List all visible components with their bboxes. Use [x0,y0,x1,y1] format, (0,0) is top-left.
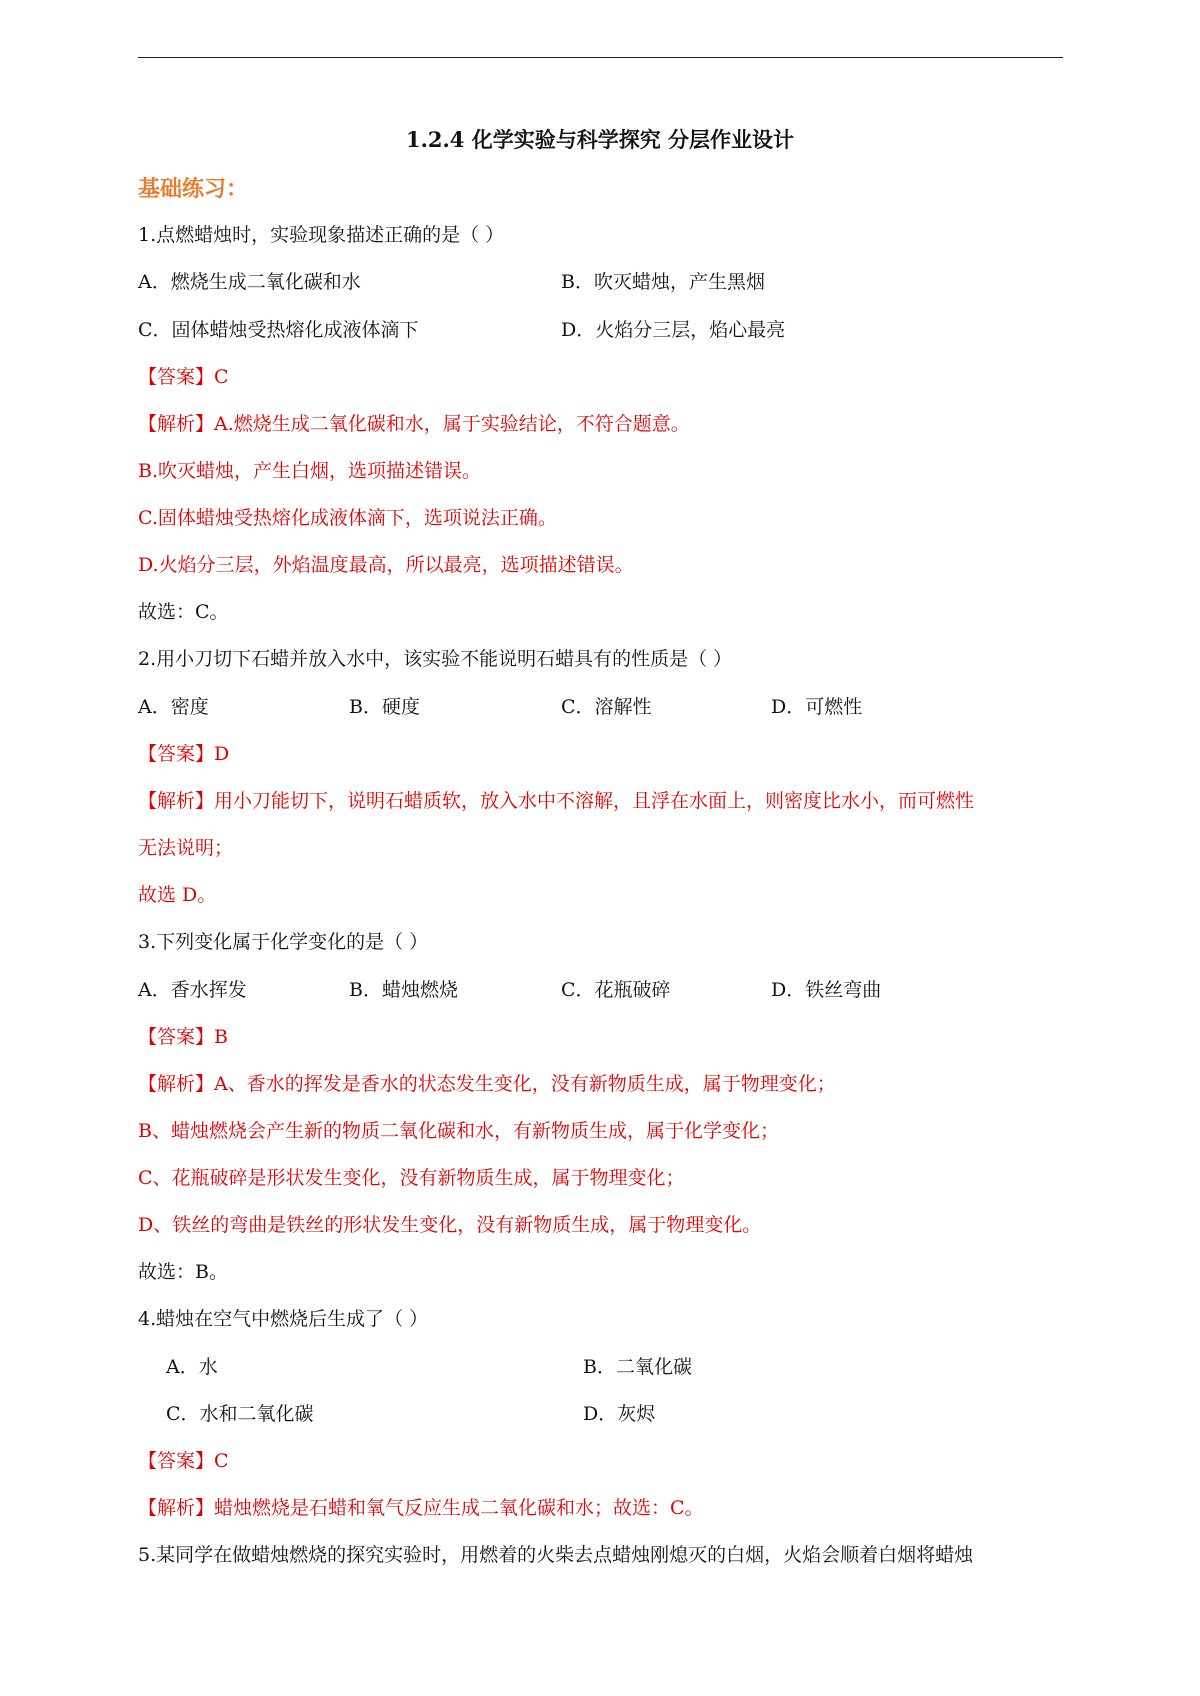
q1-analysis-line: B.吹灭蜡烛，产生白烟，选项描述错误。 [138,460,482,482]
q4-answer: 【答案】C [138,1450,229,1472]
document-title: 1.2.4 化学实验与科学探究 分层作业设计 [405,127,795,152]
question-4-stem: 4.蜡烛在空气中燃烧后生成了（ ） [138,1308,429,1330]
q2-option-b: B．硬度 [349,696,420,718]
q1-analysis-line: C.固体蜡烛受热熔化成液体滴下，选项说法正确。 [138,507,557,529]
q4-option-d: D．灰烬 [583,1403,656,1425]
q2-analysis-line: 无法说明； [138,837,234,859]
q4-option-a: A．水 [166,1356,218,1378]
q2-option-d: D．可燃性 [771,696,863,718]
q1-option-b: B．吹灭蜡烛，产生黑烟 [561,271,765,293]
q4-analysis-line: 【解析】蜡烛燃烧是石蜡和氧气反应生成二氧化碳和水；故选：C。 [138,1497,704,1519]
question-5-stem: 5.某同学在做蜡烛燃烧的探究实验时，用燃着的火柴去点蜡烛刚熄灭的白烟，火焰会顺着白烟将蜡烛 [138,1544,974,1566]
q3-option-c: C．花瓶破碎 [561,979,671,1001]
q1-choice: 故选：C。 [138,601,229,623]
header-rule [138,57,1063,58]
q3-option-d: D．铁丝弯曲 [771,979,882,1001]
q3-analysis-line: D、铁丝的弯曲是铁丝的形状发生变化，没有新物质生成，属于物理变化。 [138,1214,762,1236]
q2-option-c: C．溶解性 [561,696,652,718]
question-3-stem: 3.下列变化属于化学变化的是（ ） [138,931,429,953]
q2-analysis-line: 【解析】用小刀能切下，说明石蜡质软，放入水中不溶解，且浮在水面上，则密度比水小，而可燃性 [138,790,975,812]
q4-option-c: C．水和二氧化碳 [166,1403,314,1425]
q3-analysis-line: B、蜡烛燃烧会产生新的物质二氧化碳和水，有新物质生成，属于化学变化； [138,1120,779,1142]
q2-answer: 【答案】D [138,743,230,765]
question-2-stem: 2.用小刀切下石蜡并放入水中，该实验不能说明石蜡具有的性质是（ ） [138,648,733,670]
section-heading: 基础练习： [138,176,249,202]
q3-option-a: A．香水挥发 [138,979,247,1001]
q1-analysis-line: D.火焰分三层，外焰温度最高，所以最亮，选项描述错误。 [138,554,634,576]
q3-analysis-line: C、花瓶破碎是形状发生变化，没有新物质生成，属于物理变化； [138,1167,685,1189]
question-1-stem: 1.点燃蜡烛时，实验现象描述正确的是（ ） [138,224,505,246]
q3-analysis-line: 【解析】A、香水的挥发是香水的状态发生变化，没有新物质生成，属于物理变化； [138,1073,836,1095]
q1-answer: 【答案】C [138,366,229,388]
q1-option-a: A．燃烧生成二氧化碳和水 [138,271,361,293]
q1-option-d: D．火焰分三层，焰心最亮 [561,319,786,341]
q3-option-b: B．蜡烛燃烧 [349,979,458,1001]
q4-option-b: B．二氧化碳 [583,1356,692,1378]
q2-choice: 故选 D。 [138,884,217,906]
q3-answer: 【答案】B [138,1026,228,1048]
q1-analysis-line: 【解析】A.燃烧生成二氧化碳和水，属于实验结论，不符合题意。 [138,413,690,435]
q1-option-c: C．固体蜡烛受热熔化成液体滴下 [138,319,419,341]
q2-option-a: A．密度 [138,696,209,718]
q3-choice: 故选：B。 [138,1261,228,1283]
